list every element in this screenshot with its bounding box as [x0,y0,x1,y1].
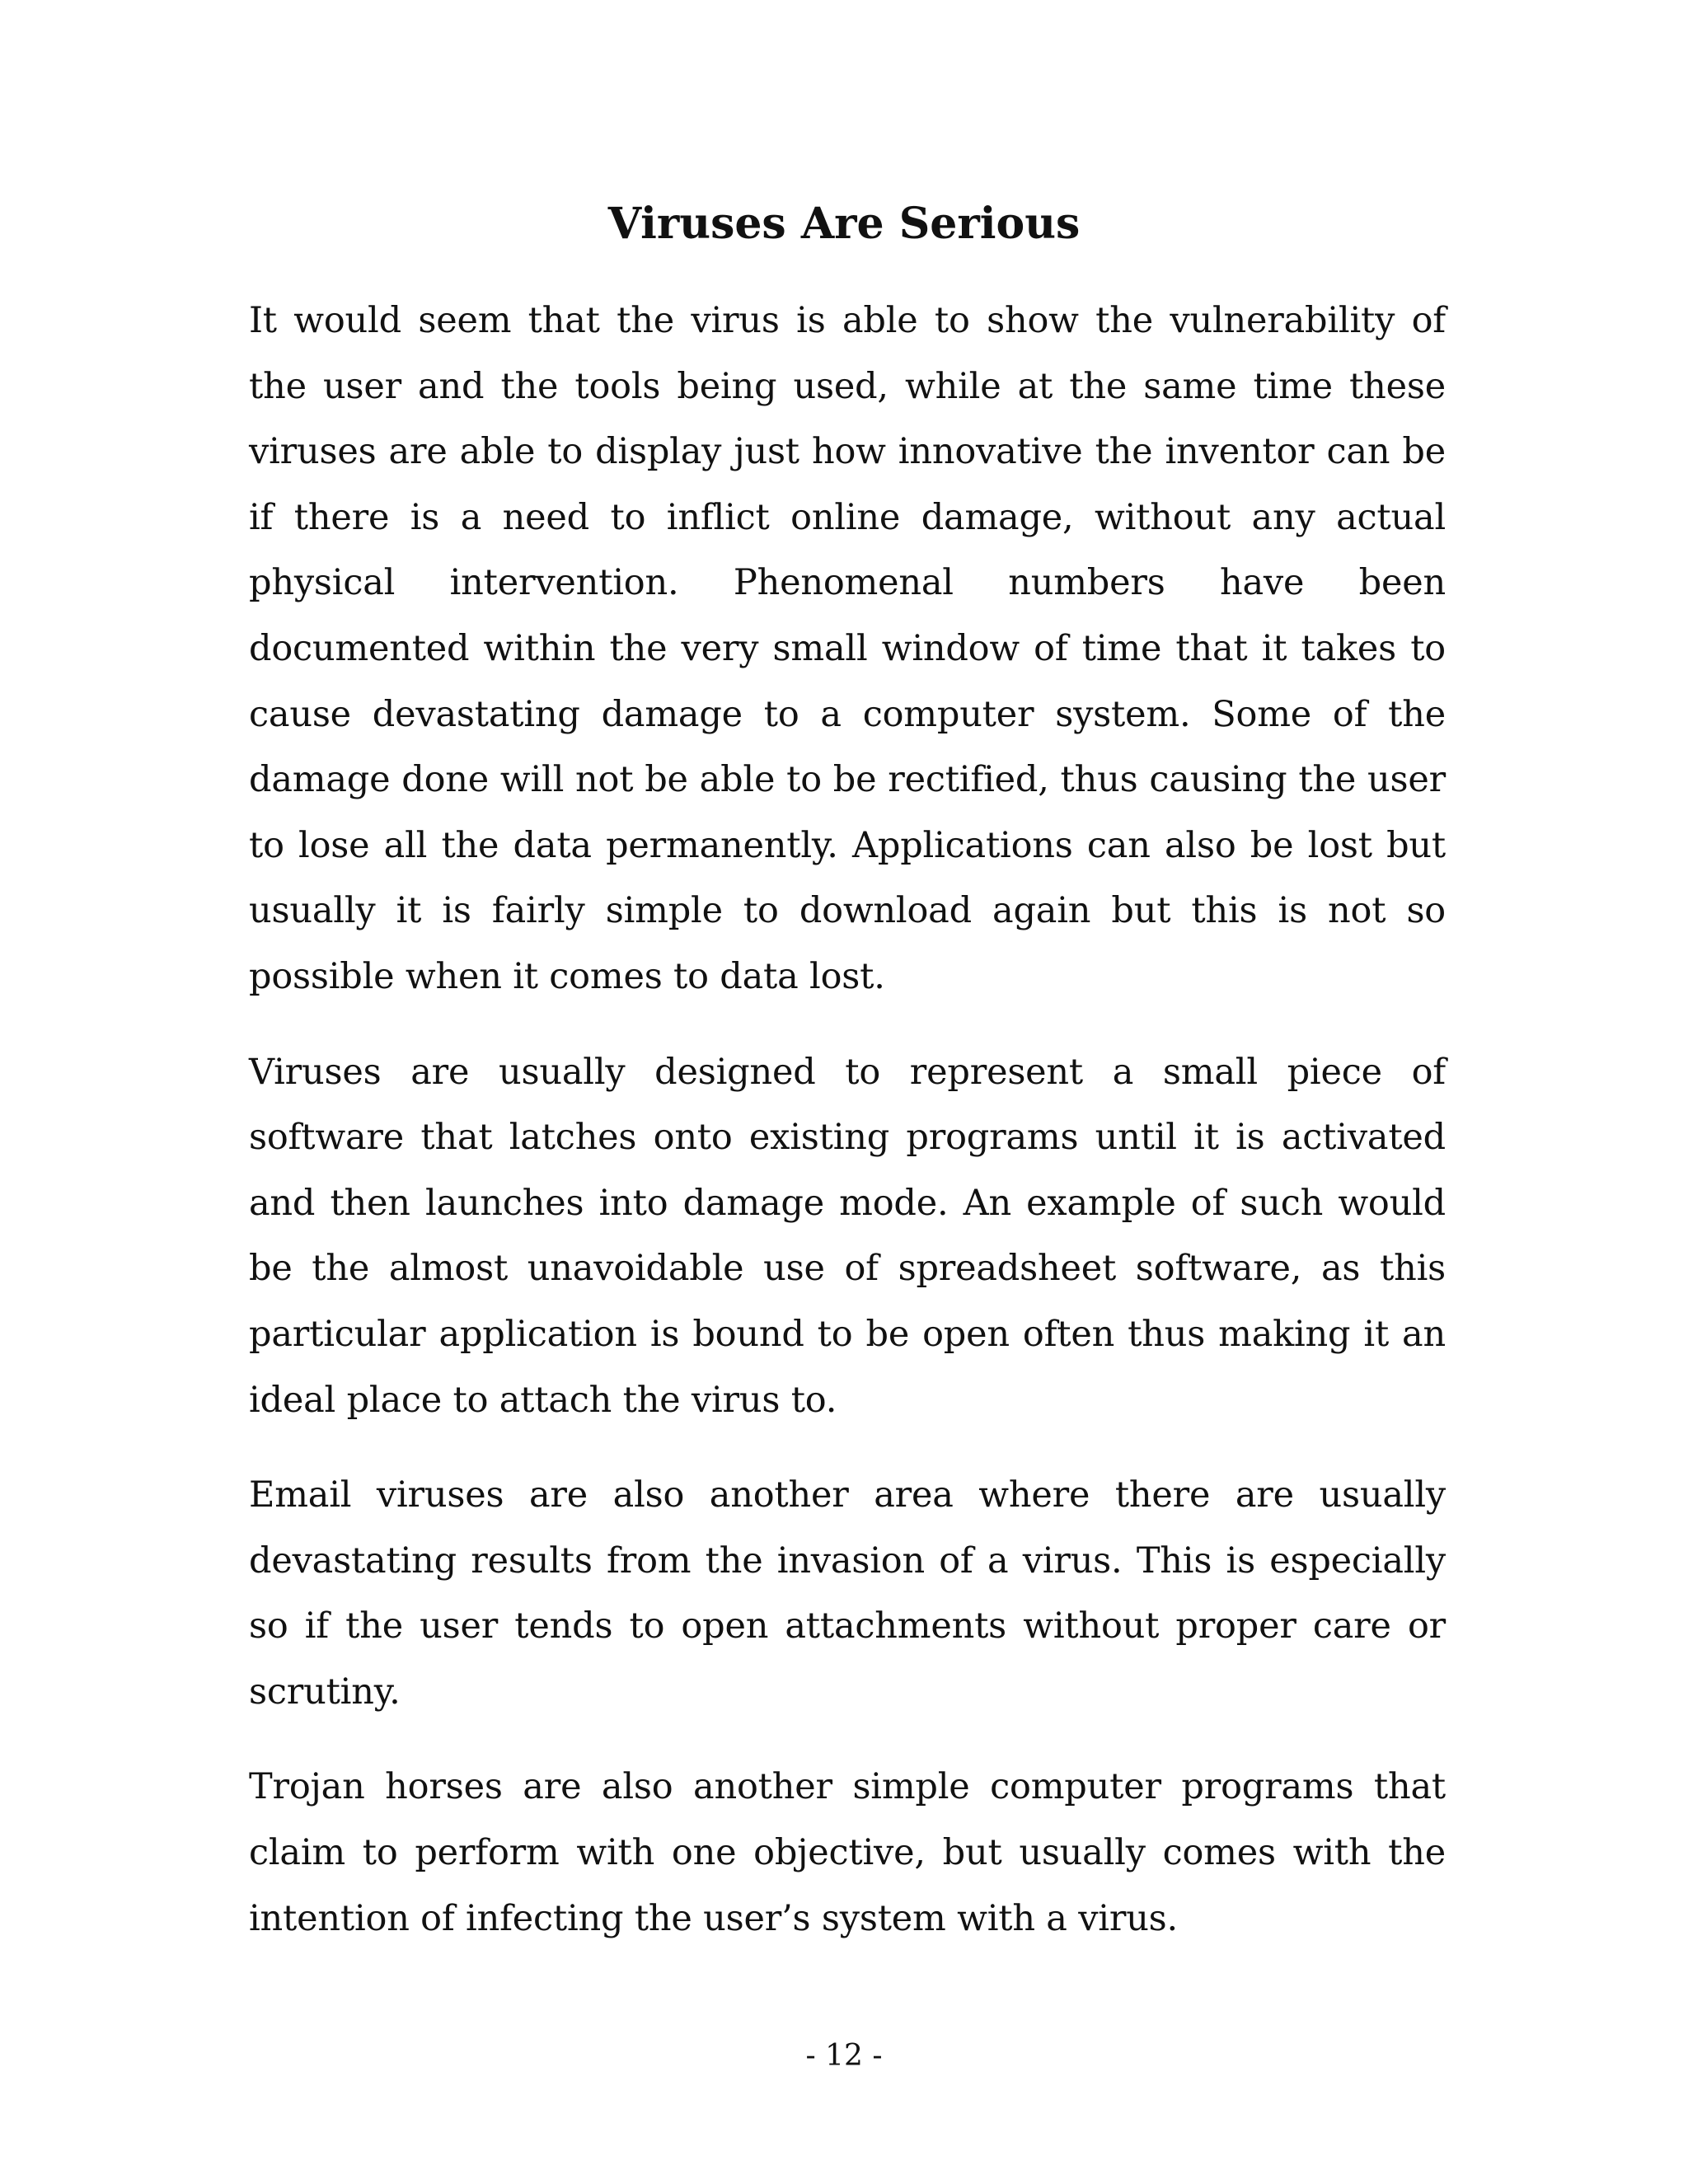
page-number: - 12 - [805,2039,883,2073]
page-title: Viruses Are Serious [607,199,1081,249]
paragraph-1: It would seem that the virus is able to show the vulnerability of the user and the tools being used, while at the same time these viruses are able to display just how innovative the inventor can be if there is a need to inflict online damage, without any actual physical intervention. Phenomenal numbers have been documented within the very small window of time that it takes to cause devastating damage to a computer system. Some of the damage done will not be able to be rectified, thus causing the user to lose all the data permanently. Applications can also be lost but usually it is fairly simple to download again but this is not so possible when it comes to data lost. [249,300,1446,997]
body-text [249,288,1446,1981]
paragraph-3: Email viruses are also another area where there are usually devastating results from the invasion of a virus. This is especially so if the user tends to open attachments without proper care or scrutiny. [249,1474,1446,1713]
paragraph-2: Viruses are usually designed to represent a small piece of software that latches onto existing programs until it is activated and then launches into damage mode. An example of such would be the almost unavoidable use of spreadsheet software, as this particular application is bound to be open often thus making it an ideal place to attach the virus to. [249,1051,1446,1421]
paragraph-4: Trojan horses are also another simple computer programs that claim to perform with one objective, but usually comes with the intention of infecting the user’s system with a virus. [249,1766,1446,1939]
